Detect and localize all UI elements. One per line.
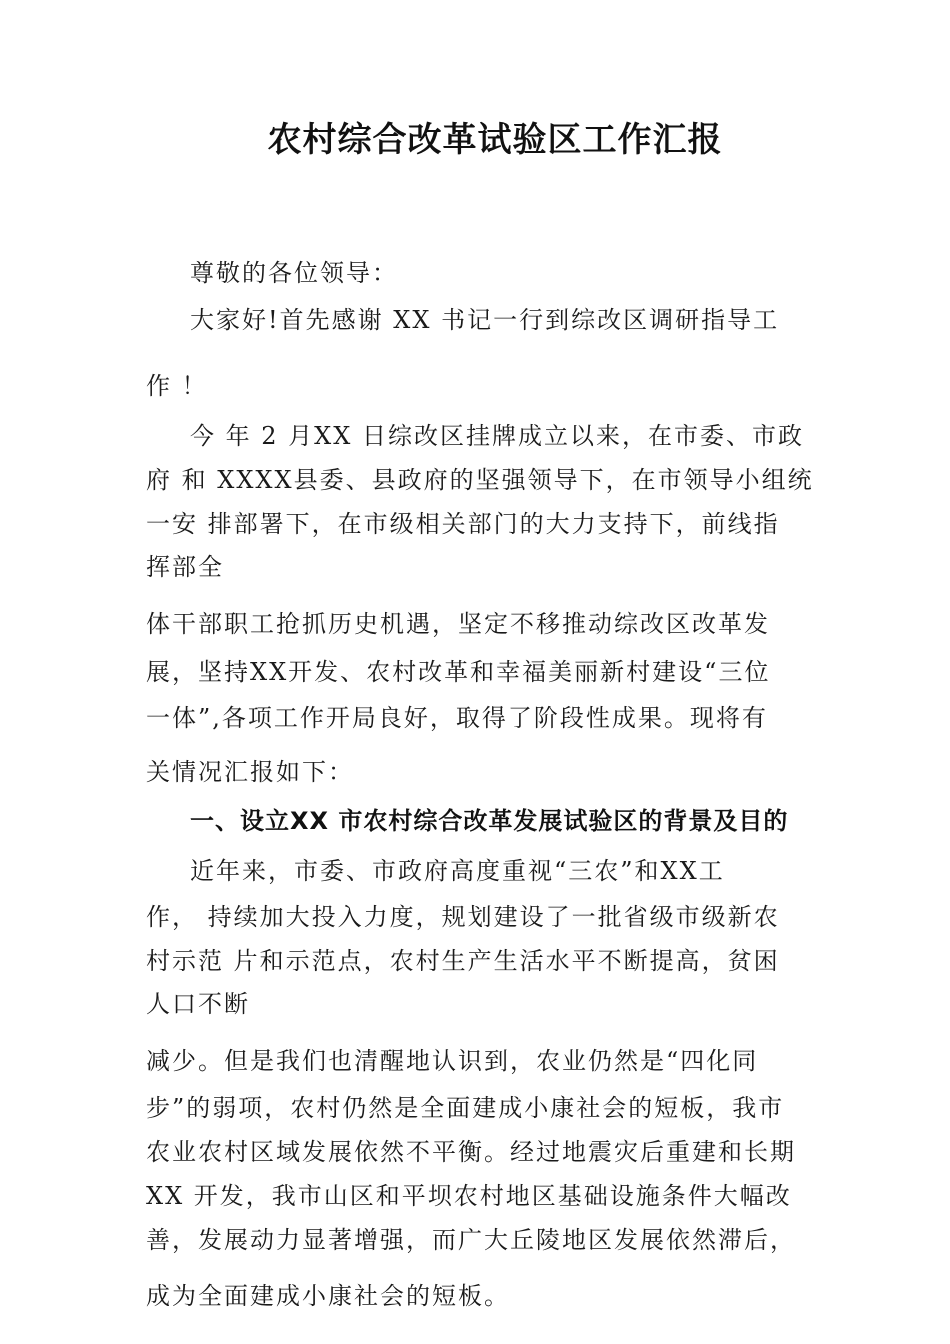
- paragraph-line: 作 ！: [146, 372, 208, 400]
- paragraph-line: 一安 排部署下，在市级相关部门的大力支持下，前线指: [146, 510, 780, 538]
- section-heading: 一、设立XX 市农村综合改革发展试验区的背景及目的: [190, 807, 789, 835]
- document-title: 农村综合改革试验区工作汇报: [267, 120, 723, 160]
- paragraph-line: XX 开发，我市山区和平坝农村地区基础设施条件大幅改: [146, 1182, 792, 1210]
- paragraph-line: 大家好!首先感谢 XX 书记一行到综改区调研指导工: [190, 306, 780, 334]
- paragraph-line: 关情况汇报如下：: [146, 758, 354, 786]
- paragraph-line: 体干部职工抢抓历史机遇，坚定不移推动综改区改革发: [146, 610, 770, 638]
- paragraph-line: 步”的弱项，农村仍然是全面建成小康社会的短板，我市: [146, 1094, 785, 1122]
- salutation: 尊敬的各位领导：: [190, 259, 398, 287]
- paragraph-line: 农业农村区域发展依然不平衡。经过地震灾后重建和长期: [146, 1138, 796, 1166]
- paragraph-line: 成为全面建成小康社会的短板。: [146, 1282, 510, 1310]
- paragraph-line: 村示范 片和示范点，农村生产生活水平不断提高，贫困: [146, 947, 780, 975]
- paragraph-line: 作， 持续加大投入力度，规划建设了一批省级市级新农: [146, 903, 780, 931]
- paragraph-line: 展，坚持XX开发、农村改革和幸福美丽新村建设“三位: [146, 658, 771, 686]
- paragraph-line: 减少。但是我们也清醒地认识到，农业仍然是“四化同: [146, 1047, 759, 1075]
- paragraph-line: 今 年 2 月XX 日综改区挂牌成立以来，在市委、市政: [190, 422, 804, 450]
- paragraph-line: 挥部全: [146, 553, 224, 581]
- paragraph-line: 近年来，市委、市政府高度重视“三农”和XX工: [190, 857, 725, 885]
- paragraph-line: 府 和 XXXX县委、县政府的坚强领导下，在市领导小组统: [146, 466, 814, 494]
- paragraph-line: 善，发展动力显著增强，而广大丘陵地区发展依然滞后，: [146, 1226, 796, 1254]
- paragraph-line: 人口不断: [146, 990, 250, 1018]
- paragraph-line: 一体”,各项工作开局良好，取得了阶段性成果。现将有: [146, 704, 768, 732]
